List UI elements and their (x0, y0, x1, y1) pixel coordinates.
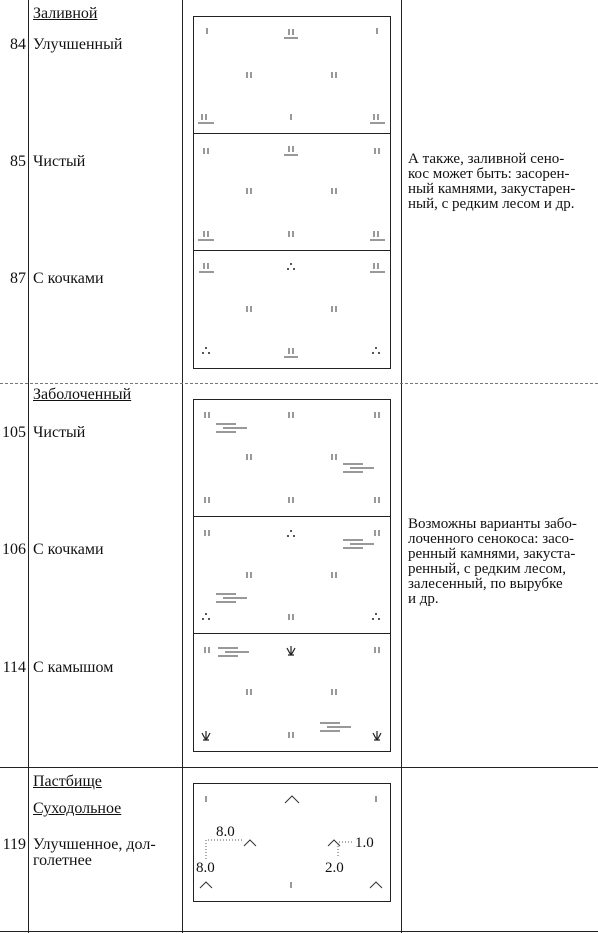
row-label-line-2: голетнее (33, 852, 92, 869)
row-number: 114 (2, 659, 26, 676)
section-title: Заливной (33, 5, 98, 22)
section-title: Пастбище (33, 773, 102, 790)
row-label: С камышом (33, 659, 114, 676)
leader-lines (206, 840, 352, 860)
row-label: С кочками (33, 270, 104, 287)
row-number: 119 (2, 836, 26, 853)
row-label: С кочками (33, 541, 104, 558)
pasture-label-d: 2.0 (325, 860, 344, 876)
row-label-line-1: Улучшенное, дол- (33, 836, 156, 853)
row-number: 84 (10, 36, 26, 53)
row-number: 87 (10, 270, 26, 287)
pasture-label-a: 8.0 (216, 824, 235, 840)
section-subtitle: Суходольное (33, 800, 122, 817)
row-label: Улучшенный (33, 36, 123, 53)
legend-table-page: Заливной 84 Улучшенный 85 Чистый 87 С кочками А также, заливной сено- кос может быть: засорен- ный камнями, закустарен- ный, с редким лесом и др. Заболоченный 105 Чистый 106 С кочками 114 С камышом Возможны варианты забо- лоченного сенокоса: засо- ренный камнями, закуста- ренный, с редким лесом, залесенный, по вырубке и др. Пастбище Суходольное 119 Улучшенное, дол- голетнее 8.0 8.0 1.0 2.0 (0, 0, 598, 933)
section-title: Заболоченный (33, 386, 132, 403)
row-label: Чистый (33, 153, 86, 170)
row-number: 85 (10, 153, 26, 170)
pasture-label-b: 8.0 (196, 860, 215, 876)
row-number: 106 (2, 541, 26, 558)
row-number: 105 (2, 424, 26, 441)
pasture-label-c: 1.0 (355, 835, 374, 851)
row-label: Чистый (33, 424, 86, 441)
